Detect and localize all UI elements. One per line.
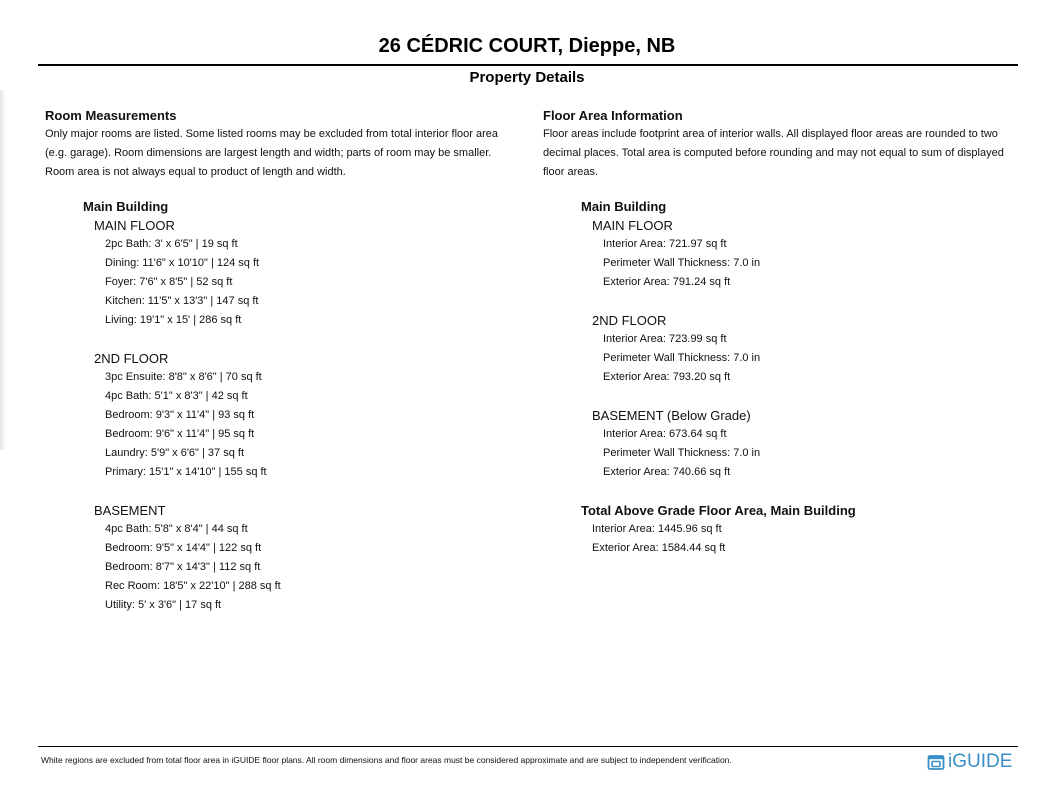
iguide-logo-icon <box>927 753 945 771</box>
iguide-logo-text: iGUIDE <box>948 751 1013 772</box>
room-line: 4pc Bath: 5'1" x 8'3" | 42 sq ft <box>105 390 248 402</box>
room-line: 4pc Bath: 5'8" x 8'4" | 44 sq ft <box>105 523 248 535</box>
footer-divider <box>38 746 1018 747</box>
area-line: Exterior Area: 791.24 sq ft <box>603 276 731 288</box>
room-line: Living: 19'1" x 15' | 286 sq ft <box>105 314 242 326</box>
floor-name: MAIN FLOOR <box>592 218 673 233</box>
room-line: Foyer: 7'6" x 8'5" | 52 sq ft <box>105 276 233 288</box>
room-floor-basement <box>45 501 520 615</box>
room-line: Bedroom: 9'5" x 14'4" | 122 sq ft <box>105 542 262 554</box>
area-line: Exterior Area: 793.20 sq ft <box>603 371 731 383</box>
area-line: Perimeter Wall Thickness: 7.0 in <box>603 447 761 459</box>
header-divider <box>38 64 1018 66</box>
total-area-heading: Total Above Grade Floor Area, Main Building <box>581 503 856 518</box>
room-line: Utility: 5' x 3'6" | 17 sq ft <box>105 599 222 611</box>
page-subtitle: Property Details <box>469 69 585 86</box>
floor-name: MAIN FLOOR <box>94 218 175 233</box>
room-measurements-section <box>45 107 520 634</box>
floor-name: BASEMENT <box>94 503 166 518</box>
room-line: Dining: 11'6" x 10'10" | 124 sq ft <box>105 257 260 269</box>
floor-name: BASEMENT (Below Grade) <box>592 408 751 423</box>
area-line: Interior Area: 723.99 sq ft <box>603 333 727 345</box>
footer-disclaimer: White regions are excluded from total floor area in iGUIDE floor plans. All room dimensions and floor areas must be considered approximate and are subject to independent verification. <box>41 755 732 765</box>
floor-area-heading: Floor Area Information <box>543 108 683 123</box>
page-title: 26 CÉDRIC COURT, Dieppe, NB <box>378 35 676 57</box>
page-edge-shadow <box>0 90 6 450</box>
room-floor-second <box>45 349 520 482</box>
area-floor-basement <box>543 406 1023 482</box>
total-area-line: Exterior Area: 1584.44 sq ft <box>592 542 726 554</box>
room-line: Primary: 15'1" x 14'10" | 155 sq ft <box>105 466 267 478</box>
area-line: Interior Area: 673.64 sq ft <box>603 428 727 440</box>
iguide-logo <box>927 750 1012 774</box>
room-measurements-heading: Room Measurements <box>45 108 177 123</box>
room-measurements-description: Only major rooms are listed. Some listed rooms may be excluded from total interior floor area (e.g. garage). Room dimensions are largest length and width; parts of room may be smaller. Room area is not always equal to product of length and width. <box>45 128 499 178</box>
room-floor-main <box>45 216 520 330</box>
floor-area-section <box>543 107 1023 558</box>
area-line: Perimeter Wall Thickness: 7.0 in <box>603 257 761 269</box>
floor-area-building: Main Building <box>581 199 667 214</box>
room-measurements-building: Main Building <box>83 199 169 214</box>
area-line: Interior Area: 721.97 sq ft <box>603 238 727 250</box>
area-line: Perimeter Wall Thickness: 7.0 in <box>603 352 761 364</box>
room-line: Bedroom: 9'6" x 11'4" | 95 sq ft <box>105 428 255 440</box>
floor-area-description: Floor areas include footprint area of interior walls. All displayed floor areas are rounded to two decimal places. Total area is computed before rounding and may not equal to sum of displayed floor areas. <box>543 128 1004 178</box>
total-area-line: Interior Area: 1445.96 sq ft <box>592 523 722 535</box>
floor-name: 2ND FLOOR <box>592 313 667 328</box>
room-line: Bedroom: 8'7" x 14'3" | 112 sq ft <box>105 561 261 573</box>
room-line: Laundry: 5'9" x 6'6" | 37 sq ft <box>105 447 245 459</box>
room-line: 2pc Bath: 3' x 6'5" | 19 sq ft <box>105 238 238 250</box>
area-floor-main <box>543 216 1023 292</box>
area-floor-second <box>543 311 1023 387</box>
room-line: Rec Room: 18'5" x 22'10" | 288 sq ft <box>105 580 281 592</box>
area-line: Exterior Area: 740.66 sq ft <box>603 466 731 478</box>
room-line: Bedroom: 9'3" x 11'4" | 93 sq ft <box>105 409 255 421</box>
room-line: 3pc Ensuite: 8'8" x 8'6" | 70 sq ft <box>105 371 262 383</box>
room-line: Kitchen: 11'5" x 13'3" | 147 sq ft <box>105 295 259 307</box>
floor-name: 2ND FLOOR <box>94 351 169 366</box>
